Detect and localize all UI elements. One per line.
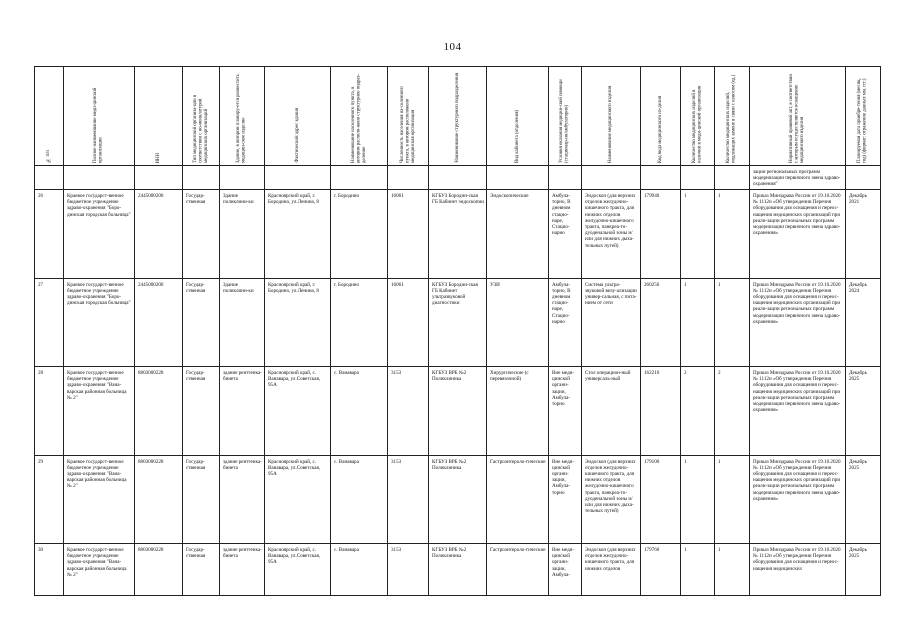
table-cell-code: 260250 — [641, 278, 681, 367]
column-header-label: Наименование населенного пункта, в котором располо-жено структурное подраз-деление — [350, 73, 367, 163]
column-header-label: Код вида медицинского из-делия — [657, 95, 663, 163]
table-cell-org: Краевое государст-венное бюджетное учреждение здраво-охранения "Вана-варская районная больница № 2" — [64, 544, 135, 596]
table-cell-device: Эндоскоп (для верхних отделов желудочно-кишечного тракта, для нижних отделов желудочно-кишечного тракта, панкреа-то-дуоденальной зоны и/или для нижних дыха-тельных путей) — [582, 455, 641, 544]
table-cell-population: 3153 — [388, 544, 429, 596]
table-cell — [265, 166, 331, 190]
column-header — [388, 67, 429, 166]
column-header — [681, 67, 715, 166]
column-header-label: ИНН — [155, 152, 161, 163]
table-cell-building: Здание поликлини-ки — [220, 278, 265, 367]
table-cell-org: Краевое государст-венное бюджетное учреждение здраво-охранения "Боро-динская городская больница" — [64, 278, 135, 367]
table-cell-cabinet: Гастроэнтероло-гические — [487, 544, 549, 596]
table-cell-date: Декабрь 2025 — [846, 455, 881, 544]
table-cell-org: Краевое государст-венное бюджетное учреждение здраво-охранения "Вана-варская районная больница № 2" — [64, 455, 135, 544]
table-cell — [429, 166, 487, 190]
table-cell-population: 3153 — [388, 367, 429, 456]
table-cell-population: 3153 — [388, 455, 429, 544]
table-cell — [846, 166, 881, 190]
column-header-label: Наименование структурного подразделения — [454, 73, 460, 163]
column-header-label: Тип медицинской организа-ции в соответствии с но-менклатурой медицинских организаций — [192, 94, 209, 163]
table-cell-act: Приказ Минздрава России от 19.10.2020 № 1112н «Об утверждении Перечня оборудования для оснащения и переос-нащения медицинских организаций при реали-зации региональных программ модернизации первичного звена здраво-охранения» — [750, 367, 846, 456]
table-cell-replace: 1 — [715, 278, 750, 367]
table-row — [35, 455, 881, 544]
table-cell-unit: КГБУЗ ВРБ №2 Поликлиника — [429, 367, 487, 456]
column-header-label: Полное наименование меди-цинской организации — [93, 87, 104, 163]
table-cell-address: Красноярский край, г. Бородино, ул.Ленина, 8 — [265, 190, 331, 279]
table-cell-cabinet: УЗИ — [487, 278, 549, 367]
table-cell — [135, 166, 183, 190]
table-cell-conditions: Вне меди-цинской органи-зации, Амбула- — [549, 544, 582, 596]
table-cell-type: Государ-ственная — [183, 278, 220, 367]
column-header — [750, 67, 846, 166]
table-cell-device: Стол операцион-ный универсаль-ный — [582, 367, 641, 456]
table-cell-act: Приказ Минздрава России от 19.10.2020 № 1112н «Об утверждении Перечня оборудования для оснащения и переос-нащения медицинских — [750, 544, 846, 596]
table-cell — [183, 166, 220, 190]
table-cell-inn: 8803000228 — [135, 544, 183, 596]
table-cell-unit: КГБУЗ ВРБ №2 Поликлиника — [429, 455, 487, 544]
table-cell-date: Декабрь 2024 — [846, 278, 881, 367]
table-cell-unit: КГБУЗ Бородин-ская ГБ Кабинет ультразвуковой диагностики — [429, 278, 487, 367]
table-row — [35, 278, 881, 367]
table-cell-org: Краевое государст-венное бюджетное учреждение здраво-охранения "Вана-варская районная больница № 2" — [64, 367, 135, 456]
table-cell-population: 16061 — [388, 190, 429, 279]
column-header-label: Планируемая дата приобре-тения (месяц, год) (формат: отражение данных мм. ггг.) — [857, 78, 868, 163]
table-cell-inn: 8803000228 — [135, 455, 183, 544]
table-cell-replace: 1 — [715, 544, 750, 596]
table-cell-num: 27 — [35, 278, 64, 367]
table-cell-locality: с. Ванавара — [331, 544, 388, 596]
table-cell-available: 2 — [681, 367, 715, 456]
column-header — [331, 67, 388, 166]
table-cell-num: 26 — [35, 190, 64, 279]
table-cell-replace: 1 — [715, 190, 750, 279]
table-cell-conditions: Вне меди-цинской органи-зации, Амбула-торно — [549, 455, 582, 544]
column-header-label: Здание, в котором планиру-ется разместить медицин-ское изделие — [236, 74, 247, 163]
column-header-label: Наименование медицинского изделия — [608, 85, 614, 163]
table-cell-code: 179760 — [641, 544, 681, 596]
column-header — [846, 67, 881, 166]
table-cell-act: Приказ Минздрава России от 19.10.2020 № 1112н «Об утверждении Перечня оборудования для оснащения и переос-нащения медицинских организаций при реали-зации региональных программ модернизации первичного звена здраво-охранения» — [750, 278, 846, 367]
table-cell-conditions: Амбула-торно, В дневном стацио-наре, Стацио-нарно — [549, 278, 582, 367]
table-cell — [549, 166, 582, 190]
table-cell-address: Красноярский край, с. Ванавара, ул.Советская, 95А — [265, 544, 331, 596]
table-cell-conditions: Вне меди-цинской органи-зации, Амбула-торно — [549, 367, 582, 456]
table-cell-num: 30 — [35, 544, 64, 596]
table-cell-device: Эндоскоп (для верхних отделов желудочно-кишечного тракта, для нижних отделов желудочно-кишечного тракта, панкреа-то-дуоденальной зоны и/или для нижних дыха-тельных путей) — [582, 190, 641, 279]
table-cell-type: Государ-ственная — [183, 455, 220, 544]
column-header-label: № п/п — [46, 150, 52, 163]
table-cell-type: Государ-ственная — [183, 190, 220, 279]
table-cell-type: Государ-ственная — [183, 544, 220, 596]
header-row — [35, 67, 881, 166]
table-cell-locality: с. Ванавара — [331, 367, 388, 456]
table-cell-inn: 2445000200 — [135, 278, 183, 367]
table-cell — [681, 166, 715, 190]
page-number: 104 — [443, 41, 462, 53]
table-cell-available: 1 — [681, 544, 715, 596]
table-cell-type: Государ-ственная — [183, 367, 220, 456]
column-header-label: Нормативный правовой акт, в соответствии с которым осуществляется оснащение медицинского изделия — [789, 74, 806, 163]
table-cell — [487, 166, 549, 190]
column-header — [487, 67, 549, 166]
column-header-label: Вид кабинета (отделения) — [514, 110, 520, 163]
column-header — [549, 67, 582, 166]
table-cell-cabinet: Гастроэнтероло-гические — [487, 455, 549, 544]
table-cell-act: Приказ Минздрава России от 19.10.2020 № 1112н «Об утверждении Перечня оборудования для оснащения и переос-нащения медицинских организаций при реали-зации региональных программ модернизации первичного звена здраво-охранения» — [750, 190, 846, 279]
table-cell — [641, 166, 681, 190]
table-cell-population: 16061 — [388, 278, 429, 367]
table-cell-building: здание рентгенка-бинета — [220, 544, 265, 596]
table-cell — [331, 166, 388, 190]
column-header — [64, 67, 135, 166]
table-cell-date: Декабрь 2025 — [846, 367, 881, 456]
table-cell-num: 28 — [35, 367, 64, 456]
table-row — [35, 544, 881, 596]
column-header-label: Количество медицинских изделий в наличии в меди-цинской организации — [691, 85, 703, 163]
table-cell-inn: 8803000228 — [135, 367, 183, 456]
table-cell-building: здание рентгенка-бинета — [220, 455, 265, 544]
table-cell-address: Красноярский край, г. Бородино, ул.Ленина, 8 — [265, 278, 331, 367]
table-cell-inn: 2445000200 — [135, 190, 183, 279]
table-cell-date: Декабрь 2021 — [846, 190, 881, 279]
table-cell-cabinet: Эндоскопические — [487, 190, 549, 279]
table-cell — [582, 166, 641, 190]
table-cell-available: 1 — [681, 190, 715, 279]
table-cell-locality: г. Бородино — [331, 278, 388, 367]
table-cell-device: Эндоскоп (для верхних отделов желудочно-кишечного тракта, для нижних отделов — [582, 544, 641, 596]
table-cell-code: 179940 — [641, 190, 681, 279]
column-header — [641, 67, 681, 166]
column-header — [35, 67, 64, 166]
table-cell-locality: с. Ванавара — [331, 455, 388, 544]
table-cell-code: 162210 — [641, 367, 681, 456]
column-header — [715, 67, 750, 166]
table-cell-address: Красноярский край, с. Ванавара, ул.Советская, 95А — [265, 367, 331, 456]
table-cell — [715, 166, 750, 190]
table-cell — [35, 166, 64, 190]
column-header-label: Условия оказания медицин-ской помощи (стационар-но/амбулаторно) — [559, 79, 570, 163]
table-cell-device: Система ультра-звуковой визу-ализации универ-сальная, с пита-нием от сети — [582, 278, 641, 367]
table-cell-unit: КГБУЗ Бородин-ская ГБ Кабинет эндоскопии — [429, 190, 487, 279]
table-cell-available: 1 — [681, 278, 715, 367]
table-cell-unit: КГБУЗ ВРБ №2 Поликлиника — [429, 544, 487, 596]
table-cell-building: здание рентгенка-бинета — [220, 367, 265, 456]
table-row — [35, 367, 881, 456]
table-row — [35, 190, 881, 279]
column-header — [183, 67, 220, 166]
table-cell — [220, 166, 265, 190]
table-cell — [388, 166, 429, 190]
column-header-label: Количество медицинских изделий, подлежащих замене в связи с износом (ед.) — [726, 74, 737, 163]
column-header — [220, 67, 265, 166]
table-cell-locality: г. Бородино — [331, 190, 388, 279]
column-header — [582, 67, 641, 166]
column-header-label: Фактический адрес здания — [294, 108, 300, 163]
table-cell-replace: 1 — [715, 455, 750, 544]
table-cell-date: Декабрь 2025 — [846, 544, 881, 596]
table-cell-building: Здание поликлини-ки — [220, 190, 265, 279]
table-cell-num: 29 — [35, 455, 64, 544]
column-header-label: Численность населения на-селенного пункта, в котором расположено медицинская организация — [399, 86, 416, 163]
table-cell-act: Приказ Минздрава России от 19.10.2020 № 1112н «Об утверждении Перечня оборудования для оснащения и переос-нащения медицинских организаций при реали-зации региональных программ модернизации первичного звена здраво-охранения» — [750, 455, 846, 544]
table-cell-org: Краевое государст-венное бюджетное учреждение здраво-охранения "Боро-динская городская больница" — [64, 190, 135, 279]
continuation-row — [35, 166, 881, 190]
equipment-table — [34, 66, 881, 596]
table-cell-conditions: Амбула-торно, В дневном стацио-наре, Стацио-нарно — [549, 190, 582, 279]
column-header — [429, 67, 487, 166]
table-cell-address: Красноярский край, с. Ванавара, ул.Советская, 95А — [265, 455, 331, 544]
table-cell — [64, 166, 135, 190]
table-cell-cabinet: Хирургические (с перевязочной) — [487, 367, 549, 456]
column-header — [265, 67, 331, 166]
column-header — [135, 67, 183, 166]
table-cell-code: 179100 — [641, 455, 681, 544]
table-cell: зации региональных программ модернизации первичного звена здраво-охранения" — [750, 166, 846, 190]
table-cell-replace: 2 — [715, 367, 750, 456]
table-cell-available: 1 — [681, 455, 715, 544]
